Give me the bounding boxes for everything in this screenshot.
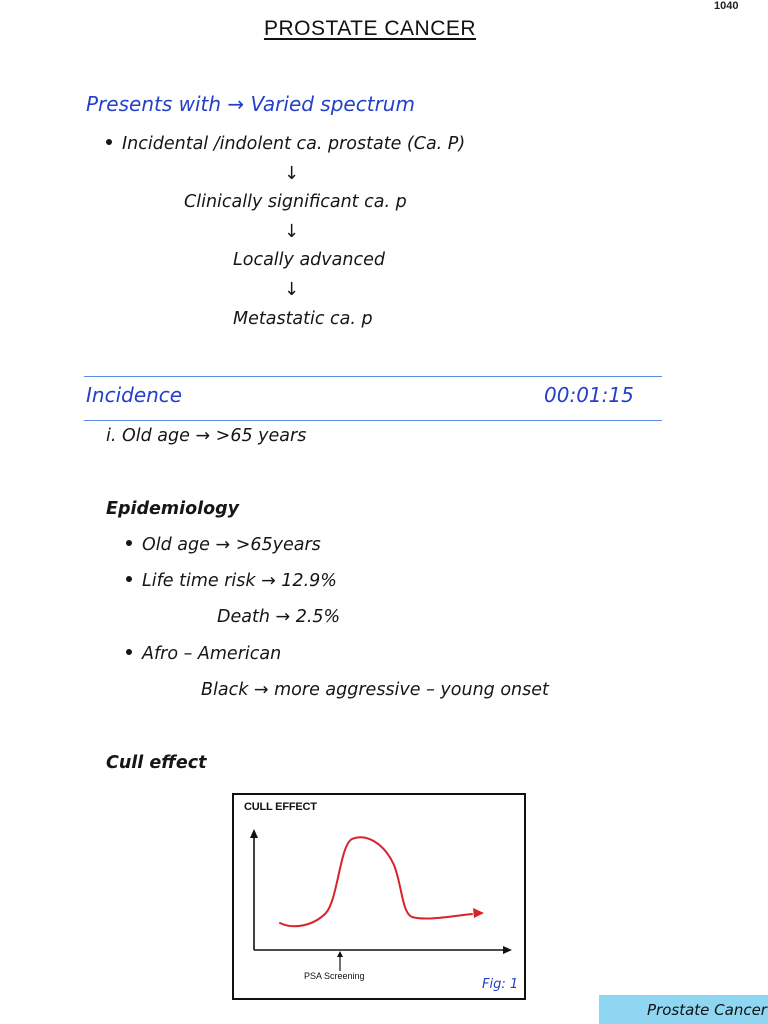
figure-caption: Fig: 1 [482,977,519,992]
cull-effect-heading: Cull effect [106,753,207,773]
divider-top [84,376,662,377]
page-number: 1040 [714,0,739,12]
chapter-tab-label: Prostate Cancer [647,1001,767,1019]
page-title: PROSTATE CANCER [263,17,477,40]
presents-bullet-text: Incidental /indolent ca. prostate (Ca. P) [122,134,466,154]
bullet-dot [126,540,132,546]
epi-old-age-text: Old age → >65years [142,535,321,555]
bullet-dot [106,139,112,145]
divider-bottom [84,420,662,421]
epi-afro-text: Afro – American [142,644,282,664]
incidence-item: i. Old age → >65 years [106,426,307,446]
down-arrow-icon: ↓ [284,221,300,242]
epi-lifetime-risk-text: Life time risk → 12.9% [142,571,337,591]
psa-marker-arrowhead [337,951,343,957]
flow-step-clinically-significant: Clinically significant ca. p [184,192,407,212]
epi-bullet-afro-american [126,644,281,664]
presents-heading: Presents with → Varied spectrum [86,92,415,116]
down-arrow-icon: ↓ [284,163,300,184]
cull-effect-curve [280,837,472,926]
psa-screening-label: PSA Screening [304,971,365,981]
epi-bullet-old-age [126,535,321,555]
epi-bullet-lifetime-risk [126,571,337,591]
x-axis-arrowhead [503,946,512,954]
flow-step-locally-advanced: Locally advanced [233,250,385,270]
epi-black-text: Black → more aggressive – young onset [201,680,549,700]
presents-bullet-item [106,134,465,154]
y-axis-arrowhead [250,829,258,838]
down-arrow-icon: ↓ [284,279,300,300]
bullet-dot [126,576,132,582]
epidemiology-heading: Epidemiology [106,499,240,519]
incidence-heading: Incidence [86,383,183,407]
epi-death-text: Death → 2.5% [217,607,341,627]
bullet-dot [126,649,132,655]
figure-title: CULL EFFECT [244,801,317,813]
cull-effect-figure [232,793,526,1000]
video-timestamp: 00:01:15 [544,383,634,407]
curve-arrowhead [473,908,484,918]
cull-effect-graph [234,795,524,998]
flow-step-metastatic: Metastatic ca. p [233,309,373,329]
chapter-tab[interactable] [599,995,768,1024]
